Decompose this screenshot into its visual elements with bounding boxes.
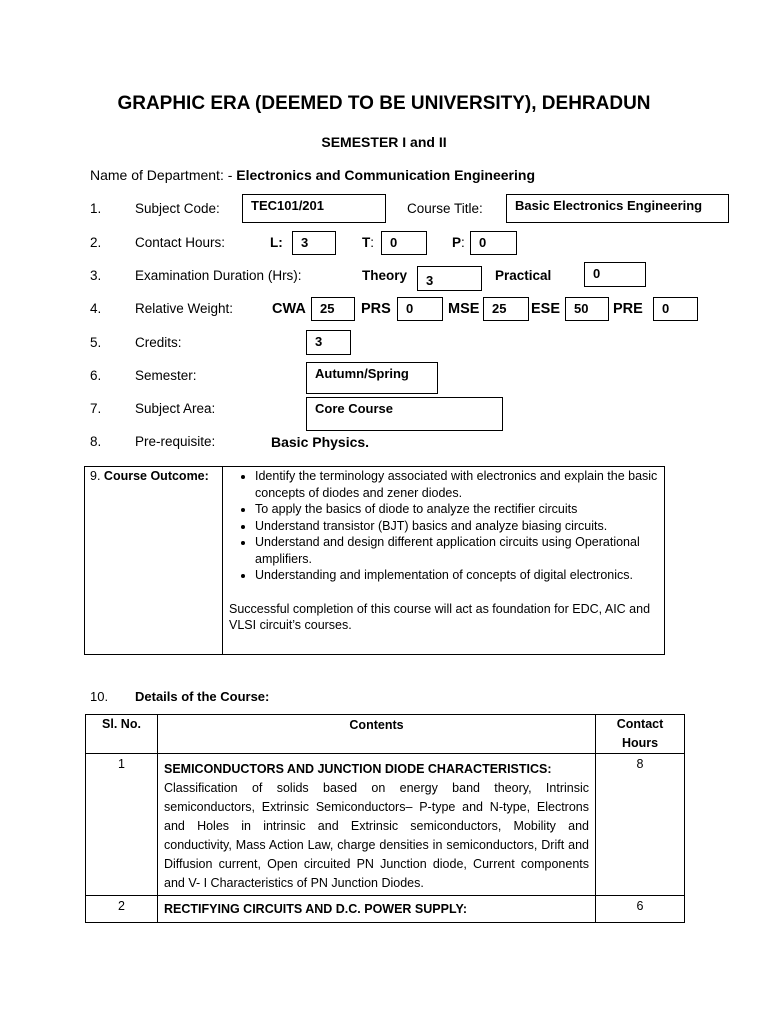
subject-code-box: TEC101/201 — [242, 194, 386, 223]
l-label: L: — [270, 235, 283, 250]
sl-no-cell: 1 — [86, 754, 158, 896]
field-num-1: 1. — [90, 201, 102, 216]
course-outcome-list — [229, 468, 658, 584]
course-title-label: Course Title: — [407, 201, 483, 216]
t-label: T — [362, 235, 371, 250]
contents-header: Contents — [158, 715, 596, 754]
theory-label: Theory — [362, 268, 408, 283]
field-num-8: 8. — [90, 434, 102, 449]
cwa-box: 25 — [311, 297, 355, 321]
course-details-table — [85, 714, 685, 923]
university-title: GRAPHIC ERA (DEEMED TO BE UNIVERSITY), DEHRADUN — [117, 93, 651, 114]
table-row — [86, 896, 685, 923]
contents-cell — [158, 896, 596, 923]
semester-box: Autumn/Spring — [306, 362, 438, 394]
ese-box: 50 — [565, 297, 609, 321]
course-outcome-label-cell — [85, 467, 223, 655]
ese-label: ESE — [531, 301, 561, 317]
field-num-6: 6. — [90, 368, 102, 383]
practical-label: Practical — [495, 268, 552, 283]
contact-hours-header: Contact Hours — [596, 715, 685, 754]
department-line — [90, 167, 535, 183]
p-label-wrap: P: — [452, 235, 465, 250]
exam-duration-label: Examination Duration (Hrs): — [135, 268, 302, 283]
course-outcome-item: • To apply the basics of diode to analyze the rectifier circuits — [255, 501, 658, 518]
subject-area-label: Subject Area: — [135, 401, 216, 416]
theory-box: 3 — [417, 266, 482, 291]
t-box: 0 — [381, 231, 427, 255]
contact-hours-label: Contact Hours: — [135, 235, 226, 250]
credits-label: Credits: — [135, 335, 182, 350]
field-num-4: 4. — [90, 301, 102, 316]
pre-label: PRE — [613, 301, 643, 317]
p-box: 0 — [470, 231, 517, 255]
subject-code-label: Subject Code: — [135, 201, 220, 216]
t-label-wrap: T: — [362, 235, 375, 250]
semester-label: Semester: — [135, 368, 197, 383]
course-outcome-item: • Understanding and implementation of concepts of digital electronics. — [255, 567, 658, 584]
p-label: P — [452, 235, 462, 250]
pre-box: 0 — [653, 297, 698, 321]
contents-cell — [158, 754, 596, 896]
unit-description: Classification of solids based on energy band theory, Intrinsic semiconductors, Extrinsic Semiconductors– P-type and N-type, Electrons and Holes in intrinsic and Extrinsic semiconductors, Mobility and conductivity, Mass Action Law, charge densities in semiconductors, Drift and Diffusion current, Open circuited PN Junction diode, Current components and V- I Characteristics of PN Junction Diodes. — [164, 781, 589, 890]
practical-box: 0 — [584, 262, 646, 287]
prs-box: 0 — [397, 297, 443, 321]
course-outcome-label: Course Outcome: — [103, 469, 209, 483]
course-outcome-item: • Understand and design different application circuits using Operational amplifiers. — [255, 534, 658, 567]
mse-label: MSE — [448, 301, 480, 317]
field-num-7: 7. — [90, 401, 102, 416]
course-outcome-table — [84, 466, 665, 655]
mse-box: 25 — [483, 297, 529, 321]
field-num-2: 2. — [90, 235, 102, 250]
cwa-label: CWA — [272, 301, 306, 317]
prs-label: PRS — [361, 301, 391, 317]
department-value: Electronics and Communication Engineering — [236, 167, 535, 183]
sl-no-cell: 2 — [86, 896, 158, 923]
unit-heading: SEMICONDUCTORS AND JUNCTION DIODE CHARACTERISTICS: — [164, 762, 552, 776]
course-title-box: Basic Electronics Engineering — [506, 194, 729, 223]
field-num-5: 5. — [90, 335, 102, 350]
sl-no-header: Sl. No. — [86, 715, 158, 754]
course-outcome-summary: Successful completion of this course will act as foundation for EDC, AIC and VLSI circuit’s courses. — [229, 601, 651, 632]
prerequisite-value: Basic Physics. — [271, 434, 370, 450]
department-label: Name of Department: - — [90, 167, 237, 183]
hours-cell: 6 — [596, 896, 685, 923]
relative-weight-label: Relative Weight: — [135, 301, 234, 316]
course-outcome-row — [85, 467, 665, 655]
hours-cell: 8 — [596, 754, 685, 896]
field-num-3: 3. — [90, 268, 102, 283]
table-row — [86, 754, 685, 896]
semester-heading: SEMESTER I and II — [321, 134, 447, 150]
course-outcome-item: • Understand transistor (BJT) basics and analyze biasing circuits. — [255, 518, 658, 535]
course-outcome-num: 9. — [90, 469, 101, 483]
course-outcome-item: • Identify the terminology associated with electronics and explain the basic concepts of diodes and zener diodes. — [255, 468, 658, 501]
l-box: 3 — [292, 231, 336, 255]
credits-box: 3 — [306, 330, 351, 355]
details-num: 10. — [90, 689, 109, 704]
prerequisite-label: Pre-requisite: — [135, 434, 216, 449]
course-outcome-content — [223, 467, 665, 655]
unit-heading: RECTIFYING CIRCUITS AND D.C. POWER SUPPLY: — [164, 902, 468, 916]
subject-area-box: Core Course — [306, 397, 503, 431]
details-title: Details of the Course: — [135, 689, 270, 704]
table-header-row — [86, 715, 685, 754]
